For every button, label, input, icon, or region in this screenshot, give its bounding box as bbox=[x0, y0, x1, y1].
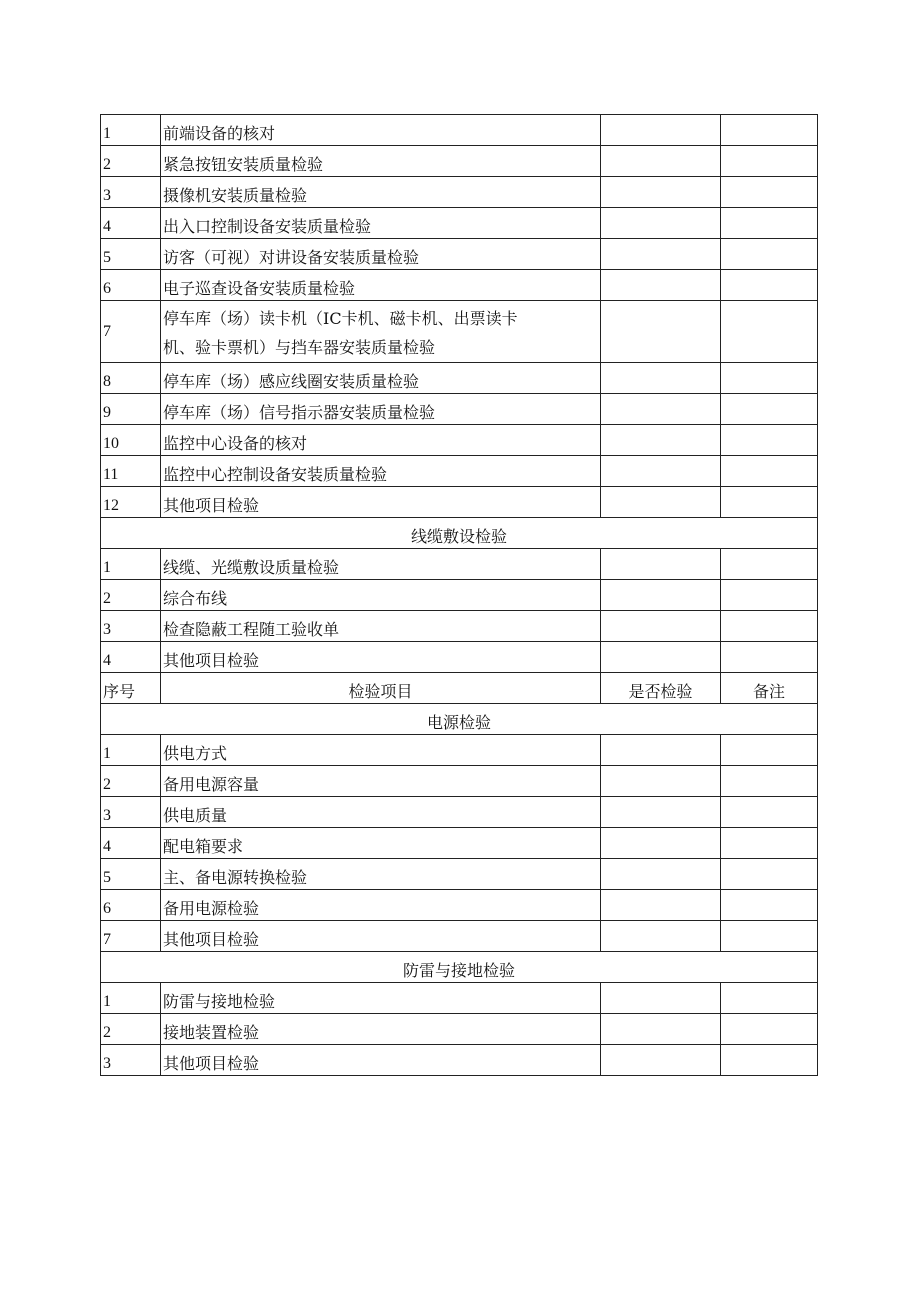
table-row bbox=[101, 301, 818, 363]
row-number: 9 bbox=[101, 394, 161, 425]
checked-cell bbox=[601, 301, 721, 363]
note-cell bbox=[721, 797, 818, 828]
row-item-label: 供电质量 bbox=[163, 806, 228, 825]
row-item-label: 监控中心设备的核对 bbox=[163, 434, 308, 453]
row-number: 2 bbox=[101, 766, 161, 797]
row-item-label: 配电箱要求 bbox=[163, 837, 244, 856]
section-row bbox=[101, 518, 818, 549]
table-row bbox=[101, 921, 818, 952]
checked-cell bbox=[601, 828, 721, 859]
row-item bbox=[161, 549, 601, 580]
table-row bbox=[101, 208, 818, 239]
checked-cell bbox=[601, 642, 721, 673]
note-cell bbox=[721, 890, 818, 921]
row-item bbox=[161, 611, 601, 642]
table-row bbox=[101, 456, 818, 487]
checked-cell bbox=[601, 456, 721, 487]
table-row bbox=[101, 828, 818, 859]
checked-cell bbox=[601, 890, 721, 921]
row-number: 4 bbox=[101, 828, 161, 859]
row-item bbox=[161, 177, 601, 208]
table-row bbox=[101, 363, 818, 394]
table-row bbox=[101, 859, 818, 890]
table-row bbox=[101, 487, 818, 518]
checked-cell bbox=[601, 177, 721, 208]
row-number: 8 bbox=[101, 363, 161, 394]
row-number: 3 bbox=[101, 797, 161, 828]
note-cell bbox=[721, 828, 818, 859]
checked-cell bbox=[601, 549, 721, 580]
header-note: 备注 bbox=[721, 673, 818, 704]
row-item-label: 停车库（场）感应线圈安装质量检验 bbox=[163, 372, 420, 391]
checked-cell bbox=[601, 487, 721, 518]
checked-cell bbox=[601, 921, 721, 952]
checked-cell bbox=[601, 611, 721, 642]
note-cell bbox=[721, 456, 818, 487]
row-item bbox=[161, 921, 601, 952]
row-item-label: 出入口控制设备安装质量检验 bbox=[163, 217, 372, 236]
section-title: 电源检验 bbox=[101, 704, 818, 735]
row-item-label: 线缆、光缆敷设质量检验 bbox=[163, 558, 340, 577]
row-number: 1 bbox=[101, 549, 161, 580]
note-cell bbox=[721, 208, 818, 239]
row-number: 4 bbox=[101, 208, 161, 239]
row-item bbox=[161, 828, 601, 859]
row-item bbox=[161, 270, 601, 301]
row-item bbox=[161, 425, 601, 456]
row-item bbox=[161, 239, 601, 270]
table-row bbox=[101, 611, 818, 642]
row-item-label: 其他项目检验 bbox=[163, 1054, 260, 1073]
note-cell bbox=[721, 270, 818, 301]
header-item: 检验项目 bbox=[161, 673, 601, 704]
row-item-label-continued: 机、验卡票机）与挡车器安装质量检验 bbox=[163, 338, 436, 357]
checked-cell bbox=[601, 270, 721, 301]
note-cell bbox=[721, 859, 818, 890]
table-row bbox=[101, 425, 818, 456]
row-number: 4 bbox=[101, 642, 161, 673]
row-number: 6 bbox=[101, 270, 161, 301]
table-row bbox=[101, 580, 818, 611]
row-item bbox=[161, 487, 601, 518]
checked-cell bbox=[601, 580, 721, 611]
row-item-label: 其他项目检验 bbox=[163, 496, 260, 515]
section-row bbox=[101, 952, 818, 983]
note-cell bbox=[721, 394, 818, 425]
table-row bbox=[101, 642, 818, 673]
row-item-label: 检查隐蔽工程随工验收单 bbox=[163, 620, 340, 639]
row-item-label: 供电方式 bbox=[163, 744, 228, 763]
header-seq: 序号 bbox=[101, 673, 161, 704]
table-row bbox=[101, 1045, 818, 1076]
row-item-label: 电子巡查设备安装质量检验 bbox=[163, 279, 356, 298]
note-cell bbox=[721, 735, 818, 766]
row-number: 3 bbox=[101, 177, 161, 208]
table-row bbox=[101, 797, 818, 828]
note-cell bbox=[721, 425, 818, 456]
checked-cell bbox=[601, 425, 721, 456]
row-item bbox=[161, 797, 601, 828]
checked-cell bbox=[601, 146, 721, 177]
section-title: 防雷与接地检验 bbox=[101, 952, 818, 983]
note-cell bbox=[721, 115, 818, 146]
table-row bbox=[101, 270, 818, 301]
column-header-row bbox=[101, 673, 818, 704]
note-cell bbox=[721, 487, 818, 518]
checked-cell bbox=[601, 394, 721, 425]
checked-cell bbox=[601, 115, 721, 146]
row-item-label: 综合布线 bbox=[163, 589, 228, 608]
row-item-label: 紧急按钮安装质量检验 bbox=[163, 155, 324, 174]
note-cell bbox=[721, 1045, 818, 1076]
table-row bbox=[101, 177, 818, 208]
checked-cell bbox=[601, 1014, 721, 1045]
note-cell bbox=[721, 580, 818, 611]
row-item bbox=[161, 983, 601, 1014]
row-item bbox=[161, 394, 601, 425]
row-number: 5 bbox=[101, 239, 161, 270]
row-number: 1 bbox=[101, 115, 161, 146]
checked-cell bbox=[601, 766, 721, 797]
row-item bbox=[161, 301, 601, 363]
note-cell bbox=[721, 1014, 818, 1045]
row-number: 2 bbox=[101, 580, 161, 611]
row-number: 11 bbox=[101, 456, 161, 487]
checked-cell bbox=[601, 859, 721, 890]
checked-cell bbox=[601, 983, 721, 1014]
note-cell bbox=[721, 239, 818, 270]
row-item-label: 停车库（场）读卡机（IC卡机、磁卡机、出票读卡 bbox=[163, 309, 518, 328]
row-number: 6 bbox=[101, 890, 161, 921]
note-cell bbox=[721, 983, 818, 1014]
row-item-label: 其他项目检验 bbox=[163, 651, 260, 670]
row-item bbox=[161, 642, 601, 673]
table-row bbox=[101, 735, 818, 766]
note-cell bbox=[721, 642, 818, 673]
checked-cell bbox=[601, 1045, 721, 1076]
note-cell bbox=[721, 177, 818, 208]
row-item bbox=[161, 363, 601, 394]
row-item bbox=[161, 890, 601, 921]
row-item bbox=[161, 115, 601, 146]
row-item-label: 前端设备的核对 bbox=[163, 124, 276, 143]
checked-cell bbox=[601, 797, 721, 828]
inspection-table bbox=[100, 114, 818, 1076]
table-row bbox=[101, 115, 818, 146]
row-number: 7 bbox=[101, 301, 161, 363]
table-row bbox=[101, 146, 818, 177]
row-item bbox=[161, 1014, 601, 1045]
row-number: 3 bbox=[101, 611, 161, 642]
table-row bbox=[101, 549, 818, 580]
table-row bbox=[101, 766, 818, 797]
row-item bbox=[161, 859, 601, 890]
table-row bbox=[101, 239, 818, 270]
checked-cell bbox=[601, 363, 721, 394]
row-item-label: 监控中心控制设备安装质量检验 bbox=[163, 465, 388, 484]
row-number: 2 bbox=[101, 146, 161, 177]
header-checked: 是否检验 bbox=[601, 673, 721, 704]
row-number: 5 bbox=[101, 859, 161, 890]
row-number: 7 bbox=[101, 921, 161, 952]
row-item bbox=[161, 766, 601, 797]
row-number: 3 bbox=[101, 1045, 161, 1076]
row-item bbox=[161, 735, 601, 766]
row-item bbox=[161, 146, 601, 177]
row-number: 2 bbox=[101, 1014, 161, 1045]
row-item bbox=[161, 208, 601, 239]
note-cell bbox=[721, 549, 818, 580]
row-number: 1 bbox=[101, 983, 161, 1014]
row-item-label: 备用电源容量 bbox=[163, 775, 260, 794]
note-cell bbox=[721, 146, 818, 177]
row-item bbox=[161, 580, 601, 611]
row-item-label: 其他项目检验 bbox=[163, 930, 260, 949]
note-cell bbox=[721, 363, 818, 394]
row-number: 1 bbox=[101, 735, 161, 766]
row-number: 12 bbox=[101, 487, 161, 518]
inspection-table-body bbox=[101, 115, 818, 1076]
row-item-label: 访客（可视）对讲设备安装质量检验 bbox=[163, 248, 420, 267]
row-item-label: 防雷与接地检验 bbox=[163, 992, 276, 1011]
table-row bbox=[101, 1014, 818, 1045]
checked-cell bbox=[601, 208, 721, 239]
row-item-label: 停车库（场）信号指示器安装质量检验 bbox=[163, 403, 436, 422]
checked-cell bbox=[601, 735, 721, 766]
table-row bbox=[101, 983, 818, 1014]
note-cell bbox=[721, 301, 818, 363]
row-item-label: 主、备电源转换检验 bbox=[163, 868, 308, 887]
row-item-label: 接地装置检验 bbox=[163, 1023, 260, 1042]
table-row bbox=[101, 394, 818, 425]
row-item-label: 备用电源检验 bbox=[163, 899, 260, 918]
note-cell bbox=[721, 766, 818, 797]
section-title: 线缆敷设检验 bbox=[101, 518, 818, 549]
table-row bbox=[101, 890, 818, 921]
note-cell bbox=[721, 611, 818, 642]
note-cell bbox=[721, 921, 818, 952]
row-item-label: 摄像机安装质量检验 bbox=[163, 186, 308, 205]
section-row bbox=[101, 704, 818, 735]
row-number: 10 bbox=[101, 425, 161, 456]
checked-cell bbox=[601, 239, 721, 270]
row-item bbox=[161, 1045, 601, 1076]
row-item bbox=[161, 456, 601, 487]
